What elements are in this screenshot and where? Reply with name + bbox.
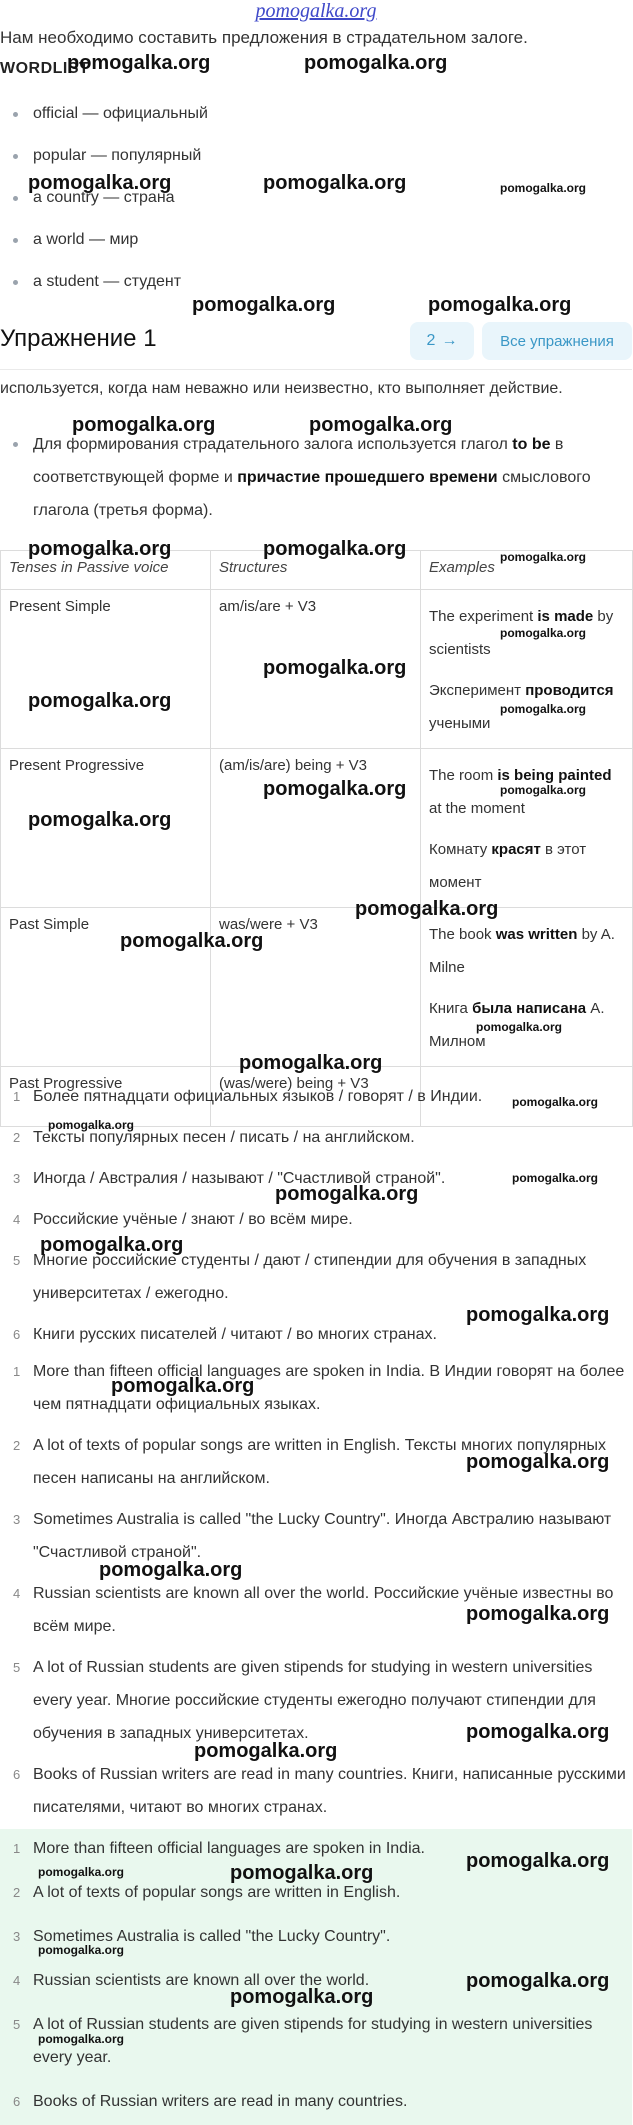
watermark: pomogalka.org <box>500 550 587 564</box>
next-exercise-number: 2 <box>426 332 436 349</box>
watermark: pomogalka.org <box>275 1183 419 1205</box>
list-item: 6 Книги русских писателей / читают / во многих странах. <box>13 1326 437 1343</box>
watermark: pomogalka.org <box>466 1603 610 1625</box>
wordlist-item: official — официальный <box>0 104 208 146</box>
watermark: pomogalka.org <box>466 1850 610 1872</box>
all-exercises-button[interactable]: Все упражнения <box>482 322 632 360</box>
list-item: 5 A lot of Russian students are given stipends for studying in western universities every year. <box>13 2016 593 2066</box>
example-cell: The room is being painted at the moment Комнату красят в этот момент <box>421 749 633 908</box>
tense-cell: Past Simple <box>1 908 211 1067</box>
intro-text: Нам необходимо составить предложения в страдательном залоге. <box>0 28 528 47</box>
watermark: pomogalka.org <box>48 1118 135 1132</box>
next-exercise-button[interactable] <box>410 322 474 360</box>
watermark: pomogalka.org <box>500 702 587 716</box>
watermark: pomogalka.org <box>263 778 407 800</box>
wordlist-item: a world — мир <box>0 230 208 272</box>
list-item: 2 A lot of texts of popular songs are written in English. <box>13 1884 401 1901</box>
list-item: 2 Тексты популярных песен / писать / на английском. <box>13 1129 415 1146</box>
divider <box>0 369 632 370</box>
watermark: pomogalka.org <box>239 1052 383 1074</box>
passive-note: используется, когда нам неважно или неизвестно, кто выполняет действие. <box>0 380 563 397</box>
watermark: pomogalka.org <box>466 1970 610 1992</box>
arrow-right-icon: → <box>441 332 458 349</box>
list-item: 1 More than fifteen official languages are spoken in India. <box>13 1840 425 1857</box>
watermark: pomogalka.org <box>38 2032 125 2046</box>
table-header: Structures <box>211 551 421 590</box>
list-item: 3 Иногда / Австралия / называют / "Счастливой страной". <box>13 1170 446 1187</box>
list-item: 1 Более пятнадцати официальных языков / говорят / в Индии. <box>13 1088 483 1105</box>
watermark: pomogalka.org <box>28 172 172 194</box>
table-header: Tenses in Passive voice <box>1 551 211 590</box>
watermark: pomogalka.org <box>466 1304 610 1326</box>
tense-cell: Past Progressive <box>1 1067 211 1127</box>
watermark: pomogalka.org <box>500 626 587 640</box>
list-item: 5 A lot of Russian students are given stipends for studying in western universities every year. Многие российские студенты ежегодно получают стипендии для обучения в западных университетах. <box>13 1659 596 1742</box>
list-item: 2 A lot of texts of popular songs are written in English. Тексты многих популярных песен написаны на английском. <box>13 1437 607 1487</box>
watermark: pomogalka.org <box>263 172 407 194</box>
watermark: pomogalka.org <box>38 1943 125 1957</box>
watermark: pomogalka.org <box>72 414 216 436</box>
watermark: pomogalka.org <box>500 181 587 195</box>
watermark: pomogalka.org <box>476 1020 563 1034</box>
rule-text: Для формирования страдательного залога используется глагол to be в соответствующей форме и причастие прошедшего времени смыслового глагола (третья форма). <box>33 436 591 519</box>
exercise-title: Упражнение 1 <box>0 325 157 352</box>
watermark: pomogalka.org <box>120 930 264 952</box>
watermark: pomogalka.org <box>309 414 453 436</box>
watermark: pomogalka.org <box>263 657 407 679</box>
list-item: 1 More than fifteen official languages are spoken in India. В Индии говорят на более чем пятнадцати официальных языках. <box>13 1363 625 1413</box>
wordlist-title: WORDLIST <box>0 60 90 77</box>
watermark: pomogalka.org <box>355 898 499 920</box>
wordlist-item: a country — страна <box>0 188 208 230</box>
watermark: pomogalka.org <box>192 294 336 316</box>
list-item: 4 Russian scientists are known all over the world. <box>13 1972 370 1989</box>
list-item: 5 Многие российские студенты / дают / стипендии для обучения в западных университетах / ежегодно. <box>13 1252 587 1302</box>
list-item: 6 Books of Russian writers are read in many countries. Книги, написанные русскими писателями, читают во многих странах. <box>13 1766 626 1816</box>
watermark: pomogalka.org <box>512 1095 599 1109</box>
list-item: 3 Sometimes Australia is called "the Lucky Country". Иногда Австралию называют "Счастливой страной". <box>13 1511 612 1561</box>
watermark: pomogalka.org <box>230 1986 374 2008</box>
watermark: pomogalka.org <box>194 1740 338 1762</box>
watermark: pomogalka.org <box>111 1375 255 1397</box>
structure-cell: was/were + V3 <box>211 908 421 1067</box>
wordlist-item: popular — популярный <box>0 146 208 188</box>
watermark: pomogalka.org <box>38 1865 125 1879</box>
watermark: pomogalka.org <box>512 1171 599 1185</box>
watermark: pomogalka.org <box>28 690 172 712</box>
watermark: pomogalka.org <box>500 783 587 797</box>
wordlist-item: a student — студент <box>0 272 208 314</box>
watermark: pomogalka.org <box>466 1721 610 1743</box>
tense-cell: Present Simple <box>1 590 211 749</box>
watermark: pomogalka.org <box>428 294 572 316</box>
watermark: pomogalka.org <box>40 1234 184 1256</box>
watermark: pomogalka.org <box>466 1451 610 1473</box>
watermark: pomogalka.org <box>304 52 448 74</box>
structure-cell: am/is/are + V3 <box>211 590 421 749</box>
example-cell: The book was written by A. Milne Книга была написана А. Милном <box>421 908 633 1067</box>
table-header: Examples <box>421 551 633 590</box>
watermark: pomogalka.org <box>28 538 172 560</box>
bullet-dot <box>13 442 18 447</box>
list-item: 6 Books of Russian writers are read in many countries. <box>13 2093 408 2110</box>
rule-bullet <box>0 428 632 527</box>
watermark: pomogalka.org <box>99 1559 243 1581</box>
list-item: 3 Sometimes Australia is called "the Lucky Country". <box>13 1928 391 1945</box>
site-logo[interactable]: pomogalka.org <box>255 0 377 22</box>
watermark: pomogalka.org <box>67 52 211 74</box>
table-row <box>1 908 633 1067</box>
watermark: pomogalka.org <box>28 809 172 831</box>
list-item: 4 Российские учёные / знают / во всём мире. <box>13 1211 353 1228</box>
tense-cell: Present Progressive <box>1 749 211 908</box>
watermark: pomogalka.org <box>230 1862 374 1884</box>
list-item: 4 Russian scientists are known all over the world. Российские учёные известны во всём мире. <box>13 1585 614 1635</box>
watermark: pomogalka.org <box>263 538 407 560</box>
structure-cell: (am/is/are) being + V3 <box>211 749 421 908</box>
structure-cell: (was/were) being + V3 <box>211 1067 421 1127</box>
example-cell: The experiment is made by scientists Эксперимент проводится учеными <box>421 590 633 749</box>
wordlist <box>0 104 208 314</box>
